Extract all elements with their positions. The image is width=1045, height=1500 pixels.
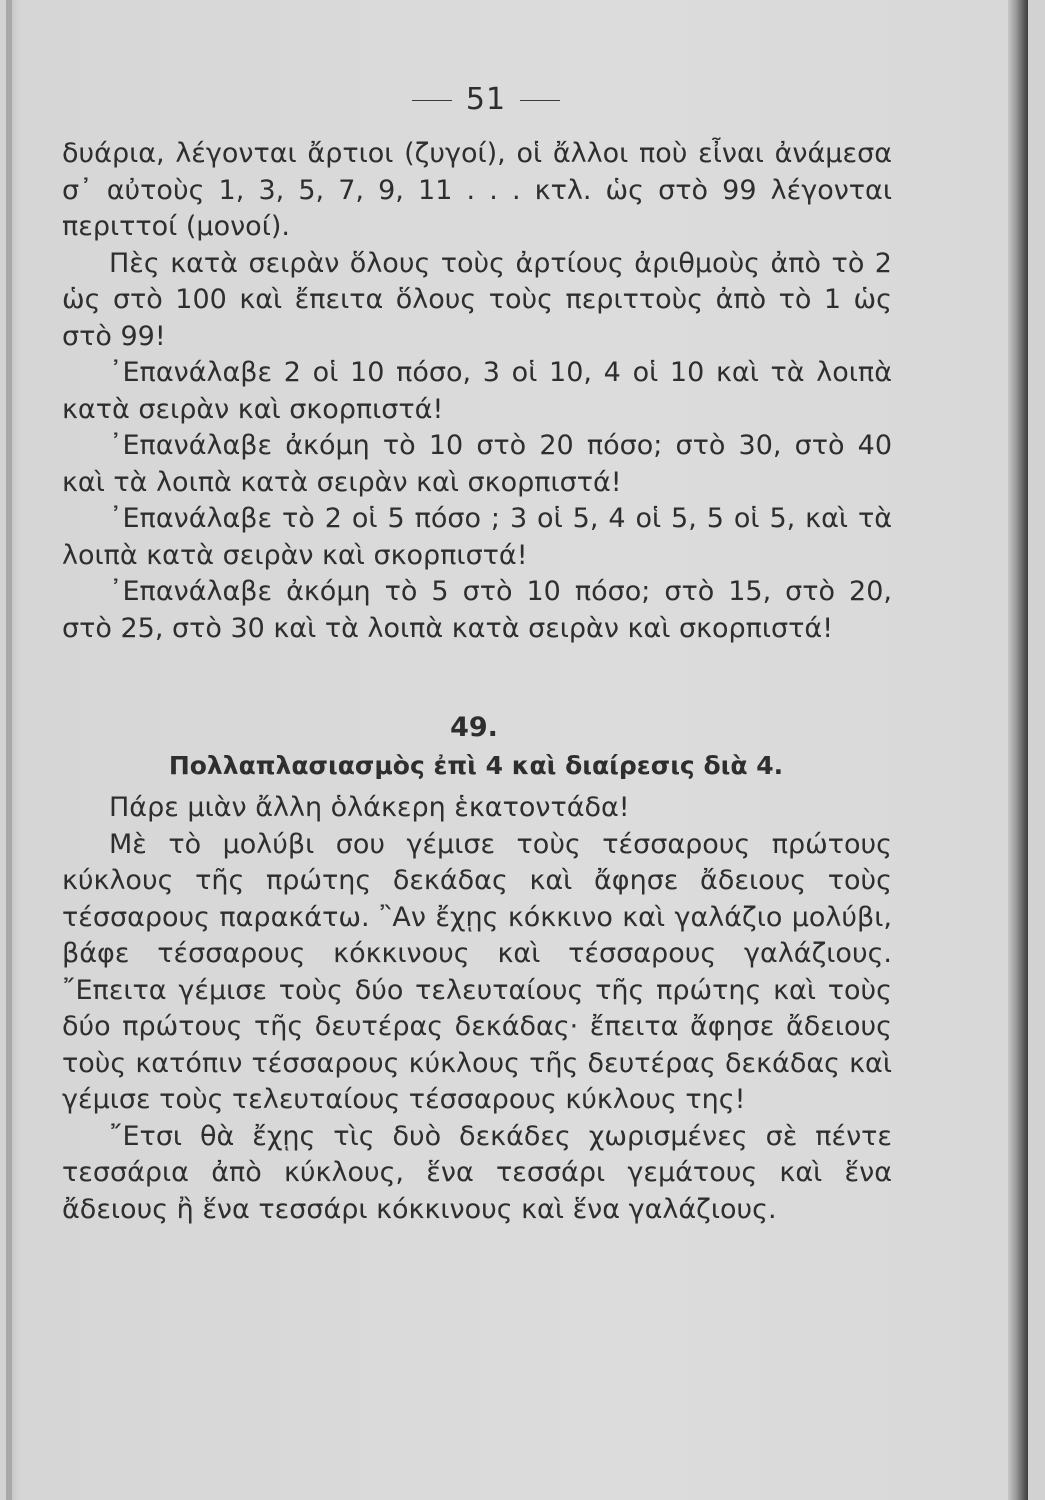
header-dash-right [520,100,560,101]
paragraph: Μὲ τὸ μολύβι σου γέμισε τοὺς τέσσαρους πρώτους κύκλους τῆς πρώτης δεκάδας καὶ ἄφησε ἄδειους τοὺς τέσσαρους παρακάτω. ῍Αν ἔχῃς κόκκινο καὶ γαλάζιο μολύβι, βάφε τέσσαρους κόκκινους καὶ τέσσαρους γαλάζιους. ῎Επειτα γέμισε τοὺς δύο τελευταίους τῆς πρώτης καὶ τοὺς δύο πρώτους τῆς δευτέρας δεκάδας· ἔπειτα ἄφησε ἄδειους τοὺς κατόπιν τέσσαρους κύκλους τῆς δευτέρας δεκάδας καὶ γέμισε τοὺς τελευταίους τέσσαρους κύκλους της! [62,828,892,1115]
book-page [6,0,1028,1500]
paragraph: ᾽Επανάλαβε ἀκόμη τὸ 10 στὸ 20 πόσο; στὸ 30, στὸ 40 καὶ τὰ λοιπὰ κατὰ σειρὰν καὶ σκορπιστά! [62,430,892,498]
paragraph: Πάρε μιὰν ἄλλη ὁλάκερη ἑκατοντάδα! [109,792,630,823]
section-number: 49. [450,712,498,743]
paragraph: ᾽Επανάλαβε ἀκόμη τὸ 5 στὸ 10 πόσο; στὸ 15, στὸ 20, στὸ 25, στὸ 30 καὶ τὰ λοιπὰ κατὰ σειρὰν καὶ σκορπιστά! [62,576,892,644]
paragraph: ᾽Επανάλαβε 2 οἱ 10 πόσο, 3 οἱ 10, 4 οἱ 10 καὶ τὰ λοιπὰ κατὰ σειρὰν καὶ σκορπιστά! [62,357,892,425]
paragraph: Πὲς κατὰ σειρὰν ὅλους τοὺς ἀρτίους ἀριθμοὺς ἀπὸ τὸ 2 ὡς στὸ 100 καὶ ἔπειτα ὅλους τοὺς περιττοὺς ἀπὸ τὸ 1 ὡς στὸ 99! [62,247,892,352]
paragraph: δυάρια, λέγονται ἄρτιοι (ζυγοί), οἱ ἄλλοι ποὺ εἶναι ἀνάμεσα σ᾽ αὐτοὺς 1, 3, 5, 7, 9, 11 . . . κτλ. ὡς στὸ 99 λέγονται περιττοί (μονοί). [62,138,892,242]
text-block-bottom [62,790,892,1228]
section-title: Πολλαπλασιασμὸς ἐπὶ 4 καὶ διαίρεσις διὰ 4. [168,751,784,780]
page-number: 51 [465,82,507,117]
paragraph: ᾽Επανάλαβε τὸ 2 οἱ 5 πόσο ; 3 οἱ 5, 4 οἱ 5, 5 οἱ 5, καὶ τὰ λοιπὰ κατὰ σειρὰν καὶ σκορπιστά! [62,503,892,571]
page-binding-shadow [1008,0,1028,1500]
paragraph: ῎Ετσι θὰ ἔχῃς τὶς δυὸ δεκάδες χωρισμένες σὲ πέντε τεσσάρια ἀπὸ κύκλους, ἕνα τεσσάρι γεμάτους καὶ ἕνα ἄδειους ἢ ἕνα τεσσάρι κόκκινους καὶ ἕνα γαλάζιους. [62,1120,892,1225]
page-header [6,82,966,117]
header-dash-left [412,100,452,101]
text-block-top [62,136,892,647]
